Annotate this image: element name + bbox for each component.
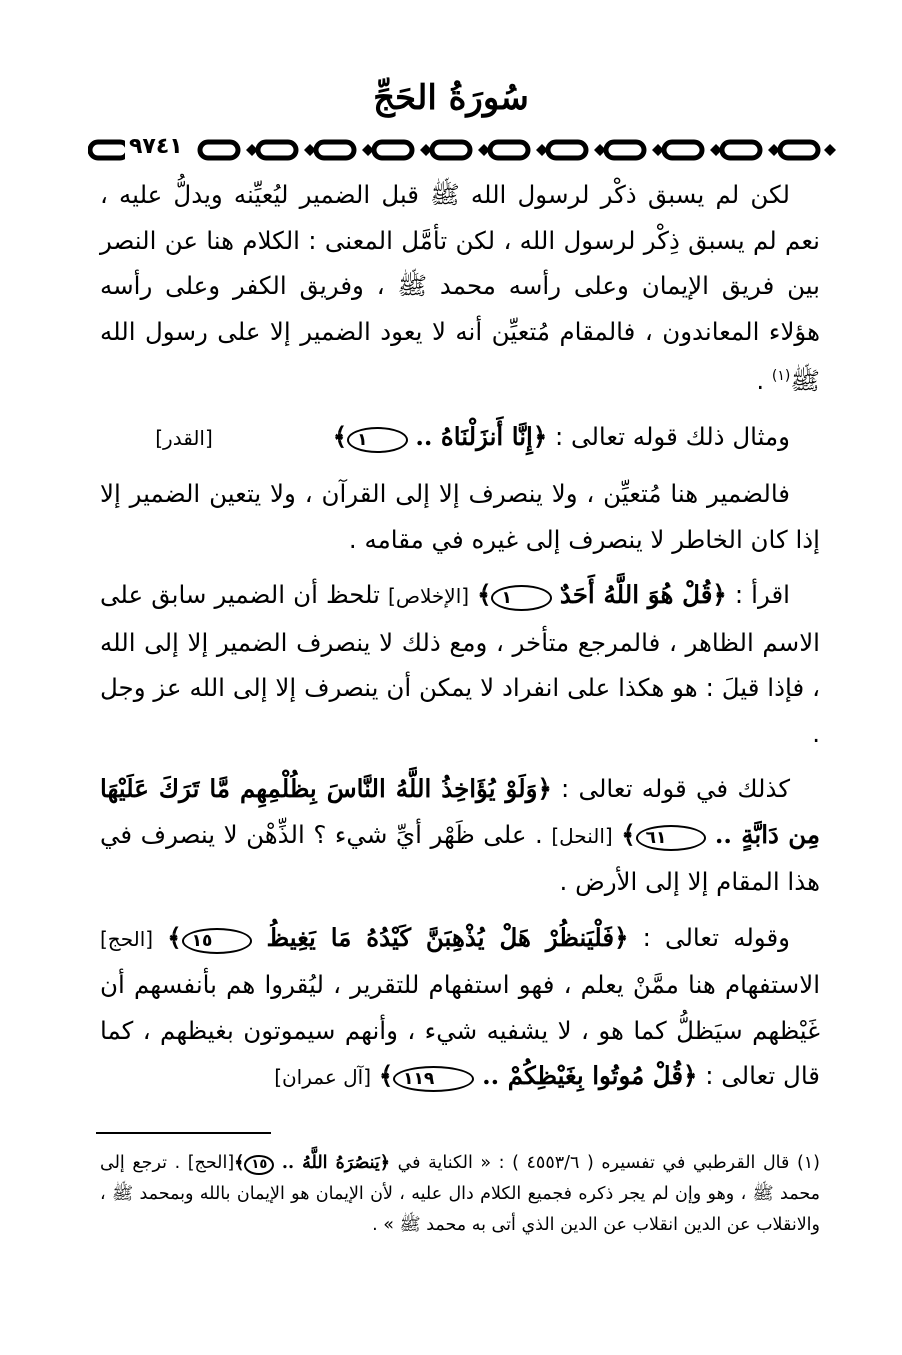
paragraph xyxy=(100,766,820,905)
quran-verse-close: ﴾ xyxy=(378,1061,394,1091)
quran-verse: ﴿قُلْ مُوتُوا بِغَيْظِكُمْ .. xyxy=(482,1061,698,1091)
footnote-paragraph xyxy=(100,1148,820,1241)
paragraph-text: تلحظ أن الضمير سابق على الاسم الظاهر ، فالمرجع متأخر ، ومع ذلك لا ينصرف الضمير إلا إلى الله ، فإذا قيلَ : هو هكذا على انفراد لا يمكن أن ينصرف إلا إلى الله عز وجل . xyxy=(100,580,820,748)
quran-verse-close: ﴾ xyxy=(234,1153,245,1173)
surah-reference: [القدر] xyxy=(155,425,213,450)
body-text xyxy=(100,172,820,1111)
footnote-text: قال القرطبي في تفسيره ( ٤٥٥٣/٦ ) : « الكناية في xyxy=(390,1153,797,1173)
surah-reference: [الإخلاص] xyxy=(388,584,470,609)
footnote xyxy=(100,1148,820,1241)
footnote-text: . ترجع إلى محمد ﷺ ، وهو وإن لم يجر ذكره فجميع الكلام دال عليه ، لأن الإيمان هو الإيمان بالله وبمحمد ﷺ ، والانقلاب عن الدين انقلاب عن الدين الذي أتى به محمد ﷺ » . xyxy=(100,1153,820,1235)
paragraph-text: الاستفهام هنا ممَّنْ يعلم ، فهو استفهام للتقرير ، ليُقروا هم بأنفسهم أن غَيْظهم سيَظلُّ كما هو ، لا يشفيه شيء ، وأنهم سيموتون بغيظهم ، كما قال تعالى : xyxy=(100,970,820,1091)
paragraph-text: ومثال ذلك قوله تعالى : xyxy=(547,421,790,451)
quran-verse-close: ﴾ xyxy=(332,421,348,451)
quran-verse: ﴿إِنَّا أَنزَلْنَاهُ .. xyxy=(415,421,548,451)
surah-title: سُورَةُ الحَجِّ xyxy=(373,78,529,118)
verse-number: ١ xyxy=(347,427,407,453)
quran-verse: ﴿قُلْ هُوَ اللَّهُ أَحَدٌ xyxy=(559,580,727,610)
surah-reference: [آل عمران] xyxy=(274,1065,372,1090)
verse-number: ١٥ xyxy=(182,928,253,954)
ornamental-border xyxy=(88,136,840,164)
paragraph-text: وقوله تعالى : xyxy=(628,922,790,952)
verse-number: ١٥ xyxy=(244,1155,274,1175)
paragraph-text: فالضمير هنا مُتعيِّن ، ولا ينصرف إلا إلى القرآن ، ولا يتعين الضمير إلا إذا كان الخاطر لا ينصرف إلى غيره في مقامه . xyxy=(100,479,820,554)
page-number: ٩٧٤١ xyxy=(125,134,187,159)
verse-number: ١ xyxy=(491,585,551,611)
footnote-separator xyxy=(96,1132,271,1134)
paragraph xyxy=(100,471,820,562)
footnote-reference: (١) xyxy=(771,368,791,384)
footnote-marker: (١) xyxy=(796,1153,820,1173)
paragraph xyxy=(100,414,820,462)
paragraph xyxy=(100,572,820,756)
paragraph-text: . xyxy=(756,366,772,396)
verse-number: ١١٩ xyxy=(393,1066,474,1092)
quran-verse-close: ﴾ xyxy=(477,580,492,610)
quran-verse: ﴿وَلَوْ يُؤَاخِذُ اللَّهُ النَّاسَ بِظُلْمِهِم مَّا تَرَكَ عَلَيْهَا مِن دَابَّةٍ .. xyxy=(100,774,820,849)
paragraph xyxy=(100,915,820,1101)
verse-number: ٦١ xyxy=(636,825,707,851)
surah-reference: [الحج] xyxy=(100,926,154,951)
quran-verse-close: ﴾ xyxy=(167,922,182,952)
paragraph xyxy=(100,172,820,404)
paragraph-text: كذلك في قوله تعالى : xyxy=(551,774,790,804)
surah-reference: [الحج] xyxy=(187,1153,235,1173)
quran-verse: ﴿يَنصُرَهُ اللَّهُ .. xyxy=(281,1153,391,1173)
quran-verse-close: ﴾ xyxy=(621,819,636,849)
surah-reference: [النحل] xyxy=(551,823,613,848)
paragraph-text: . على ظَهْر أيِّ شيء ؟ الذِّهْن لا ينصرف في هذا المقام إلا إلى الأرض . xyxy=(100,819,820,897)
paragraph-text: اقرأ : xyxy=(726,580,790,610)
quran-verse: ﴿فَلْيَنظُرْ هَلْ يُذْهِبَنَّ كَيْدُهُ مَا يَغِيظُ xyxy=(266,922,629,952)
paragraph-text: لكن لم يسبق ذكْر لرسول الله ﷺ قبل الضمير ليُعيِّنه ويدلُّ عليه ، نعم لم يسبق ذِكْر لرسول الله ، لكن تأمَّل المعنى : الكلام هنا عن النصر بين فريق الإيمان وعلى رأسه محمد ﷺ ، وفريق الكفر وعلى رأسه هؤلاء المعاندون ، فالمقام مُتعيِّن أنه لا يعود الضمير إلا على رسول الله ﷺ xyxy=(100,180,820,396)
